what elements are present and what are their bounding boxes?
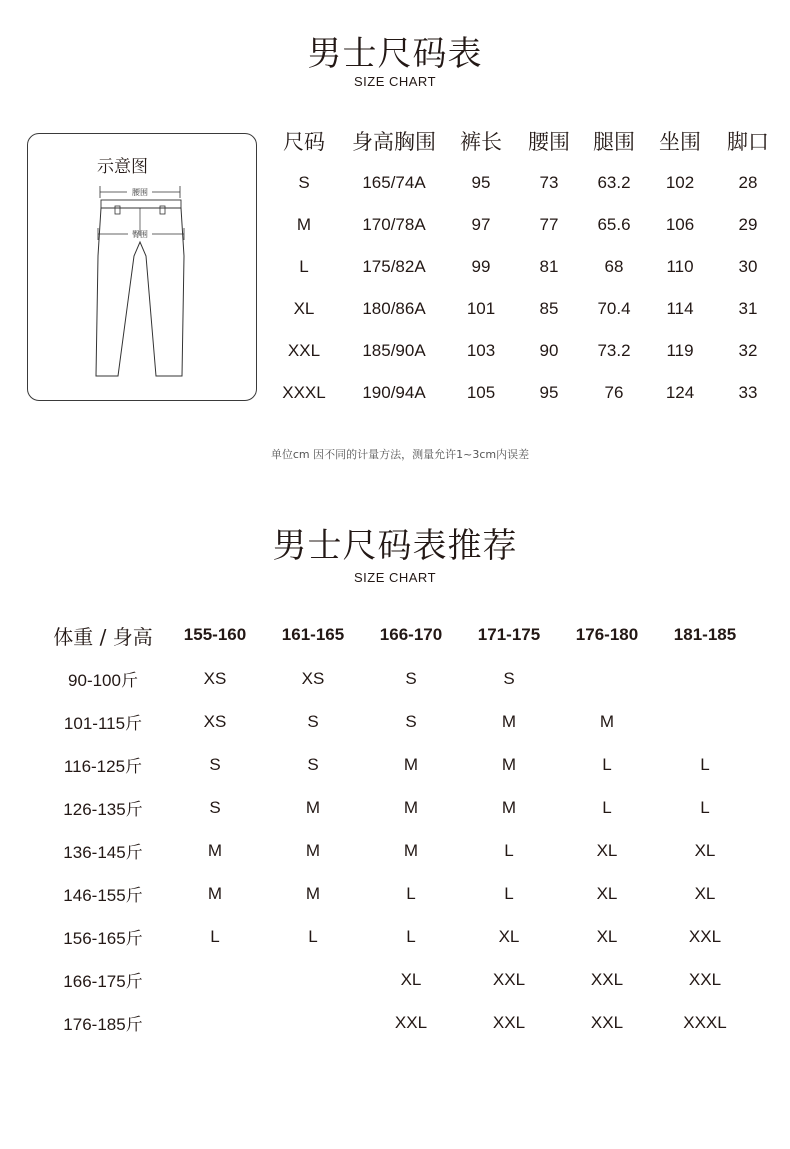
size-chart-subtitle: SIZE CHART — [353, 74, 437, 89]
recommended-size: L — [700, 797, 710, 817]
size-value: 180/86A — [362, 299, 426, 318]
recommended-size: XXL — [590, 969, 624, 989]
recommended-size: M — [403, 840, 419, 860]
size-table — [272, 120, 776, 414]
header-cell: 尺码 — [283, 130, 325, 154]
size-value: 77 — [539, 215, 559, 234]
size-value: 65.6 — [597, 215, 631, 234]
recommended-size: XXXL — [683, 1012, 727, 1032]
recommend-table — [40, 613, 754, 1044]
size-value: 81 — [539, 257, 559, 276]
size-row — [272, 246, 776, 288]
recommend-header-row — [40, 613, 754, 657]
size-value: 63.2 — [597, 173, 631, 192]
size-value: 85 — [539, 299, 559, 318]
weight-label: 90-100斤 — [68, 671, 138, 690]
recommended-size: M — [501, 797, 517, 817]
recommended-size: M — [403, 797, 419, 817]
recommended-size: XL — [596, 840, 618, 860]
size-value: 32 — [738, 341, 758, 360]
recommend-row — [40, 915, 754, 958]
size-value: 124 — [665, 383, 695, 402]
size-value: 31 — [738, 299, 758, 318]
recommended-size: M — [599, 711, 615, 731]
size-row — [272, 330, 776, 372]
recommended-size — [166, 1001, 264, 1044]
recommended-size: M — [305, 883, 321, 903]
size-value: 190/94A — [362, 383, 426, 402]
recommended-size: XXL — [688, 969, 722, 989]
height-header: 171-175 — [477, 625, 541, 644]
size-value: 165/74A — [362, 173, 426, 192]
size-value: 68 — [604, 257, 624, 276]
corner-header: 体重 / 身高 — [53, 624, 153, 649]
size-value: 73.2 — [597, 341, 631, 360]
weight-label: 126-135斤 — [63, 800, 143, 819]
recommend-row — [40, 700, 754, 743]
recommended-size: L — [406, 883, 416, 903]
recommended-size: M — [207, 840, 223, 860]
size-value: 29 — [738, 215, 758, 234]
weight-label: 116-125斤 — [63, 757, 143, 776]
recommended-size: M — [501, 711, 517, 731]
height-header: 181-185 — [673, 625, 737, 644]
size-label: XL — [293, 299, 315, 318]
recommended-size: XXL — [492, 969, 526, 989]
recommended-size: XL — [596, 883, 618, 903]
recommended-size: XL — [694, 883, 716, 903]
size-value: 103 — [466, 341, 496, 360]
recommended-size — [558, 657, 656, 700]
recommended-size: M — [207, 883, 223, 903]
weight-label: 136-145斤 — [63, 843, 143, 862]
recommended-size: XXL — [590, 1012, 624, 1032]
size-row — [272, 288, 776, 330]
recommended-size: L — [406, 926, 416, 946]
recommend-row — [40, 657, 754, 700]
recommend-row — [40, 1001, 754, 1044]
recommended-size — [264, 958, 362, 1001]
recommended-size: XL — [400, 969, 422, 989]
diagram-label: 示意图 — [97, 157, 148, 177]
size-value: 102 — [665, 173, 695, 192]
size-value: 99 — [471, 257, 491, 276]
recommended-size: XS — [203, 668, 227, 688]
recommended-size: S — [503, 668, 515, 688]
recommend-title: 男士尺码表推荐 — [272, 526, 518, 566]
recommended-size: L — [210, 926, 220, 946]
height-header: 176-180 — [575, 625, 639, 644]
size-label: M — [296, 215, 312, 234]
size-value: 170/78A — [362, 215, 426, 234]
size-value: 30 — [738, 257, 758, 276]
size-label: L — [299, 257, 309, 276]
recommended-size: M — [305, 797, 321, 817]
height-header: 161-165 — [281, 625, 345, 644]
recommended-size: XXL — [394, 1012, 428, 1032]
size-row — [272, 162, 776, 204]
size-value: 97 — [471, 215, 491, 234]
recommend-row — [40, 872, 754, 915]
recommend-row — [40, 786, 754, 829]
recommended-size: XS — [203, 711, 227, 731]
weight-label: 176-185斤 — [63, 1015, 143, 1034]
waist-label: 腰围 — [132, 188, 148, 197]
weight-label: 156-165斤 — [63, 929, 143, 948]
recommended-size: M — [305, 840, 321, 860]
size-value: 119 — [666, 341, 694, 360]
recommended-size: S — [405, 711, 417, 731]
recommended-size: M — [403, 754, 419, 774]
recommended-size: M — [501, 754, 517, 774]
recommended-size: S — [307, 754, 319, 774]
recommended-size: XS — [301, 668, 325, 688]
size-label: XXXL — [282, 383, 326, 402]
recommend-subtitle: SIZE CHART — [353, 570, 437, 585]
recommended-size — [166, 958, 264, 1001]
recommended-size: L — [602, 754, 612, 774]
header-cell: 腿围 — [593, 130, 635, 154]
header-cell: 脚口 — [727, 130, 769, 154]
header-cell: 坐围 — [659, 130, 701, 154]
size-value: 95 — [539, 383, 559, 402]
height-header: 166-170 — [379, 625, 443, 644]
recommended-size: XL — [498, 926, 520, 946]
size-label: S — [298, 173, 310, 192]
size-value: 110 — [666, 257, 694, 276]
recommended-size: L — [504, 883, 514, 903]
size-value: 70.4 — [597, 299, 631, 318]
size-value: 106 — [665, 215, 695, 234]
size-value: 114 — [666, 299, 694, 318]
recommended-size: S — [307, 711, 319, 731]
size-value: 28 — [738, 173, 758, 192]
size-value: 90 — [539, 341, 559, 360]
weight-label: 146-155斤 — [63, 886, 143, 905]
size-value: 175/82A — [362, 257, 426, 276]
recommended-size: L — [504, 840, 514, 860]
recommended-size: S — [405, 668, 417, 688]
size-row — [272, 372, 776, 414]
recommended-size: XXL — [688, 926, 722, 946]
recommended-size — [656, 700, 754, 743]
height-header: 155-160 — [183, 625, 247, 644]
size-value: 185/90A — [362, 341, 426, 360]
recommend-row — [40, 958, 754, 1001]
size-value: 105 — [466, 383, 496, 402]
recommended-size: XL — [694, 840, 716, 860]
recommend-row — [40, 743, 754, 786]
recommended-size: XXL — [492, 1012, 526, 1032]
size-value: 101 — [466, 299, 496, 318]
recommended-size: L — [602, 797, 612, 817]
recommended-size: L — [700, 754, 710, 774]
size-label: XXL — [287, 341, 321, 360]
header-cell: 身高胸围 — [352, 130, 436, 154]
size-chart-title: 男士尺码表 — [307, 34, 483, 74]
recommended-size: S — [209, 754, 221, 774]
header-cell: 腰围 — [528, 130, 570, 154]
hip-label: 臀围 — [132, 230, 148, 239]
recommended-size — [656, 657, 754, 700]
header-cell: 裤长 — [460, 130, 502, 154]
recommended-size — [264, 1001, 362, 1044]
recommended-size: XL — [596, 926, 618, 946]
size-value: 73 — [539, 173, 559, 192]
size-value: 95 — [471, 173, 491, 192]
recommended-size: L — [308, 926, 318, 946]
size-value: 33 — [738, 383, 758, 402]
recommend-row — [40, 829, 754, 872]
recommended-size: S — [209, 797, 221, 817]
measurement-note: 单位cm 因不同的计量方法，测量允许1~3cm内误差 — [270, 448, 530, 461]
size-row — [272, 204, 776, 246]
weight-label: 101-115斤 — [63, 714, 143, 733]
size-value: 76 — [604, 383, 624, 402]
size-table-header-row — [272, 120, 776, 162]
weight-label: 166-175斤 — [63, 972, 143, 991]
pants-diagram-icon — [60, 176, 220, 386]
